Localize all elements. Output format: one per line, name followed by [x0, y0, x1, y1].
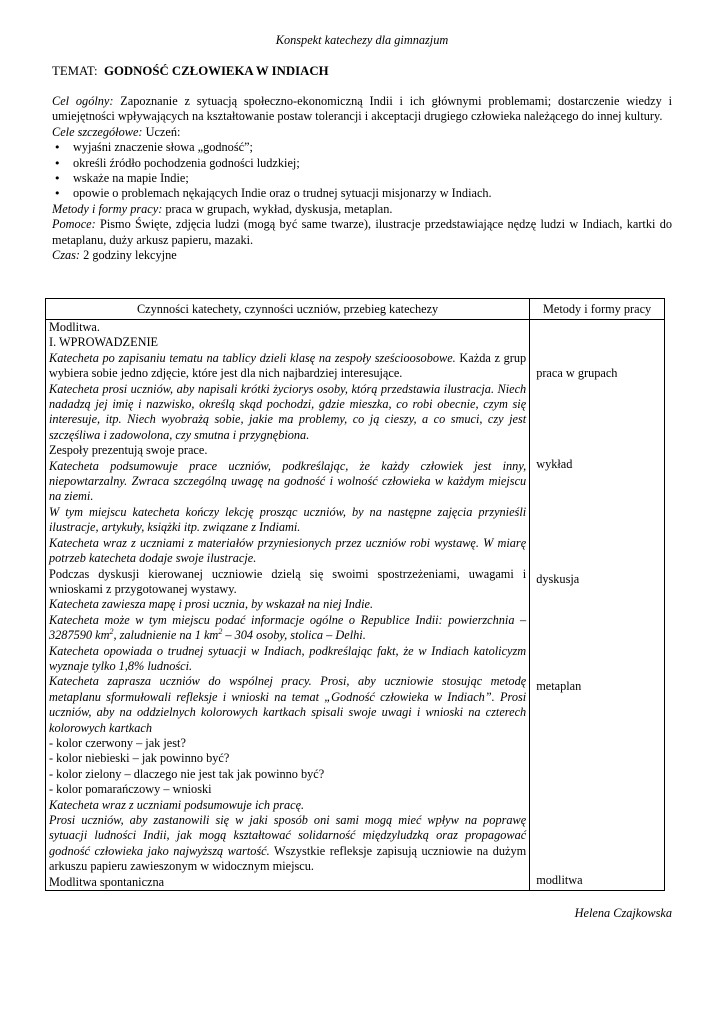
activity-paragraph [49, 798, 526, 813]
method-label: metaplan [536, 679, 582, 693]
activity-text: Katecheta podsumowuje prace uczniów, podkreślając, że każdy człowiek jest inny, niepowtarzalny. Zwraca szczególną uwagę na godność i wolność człowieka w każdym miejscu na ziemi. [49, 458, 527, 504]
activity-text: Katecheta zaprasza uczniów do wspólnej pracy. Prosi, aby uczniowie stosując metodę metaplanu sformułowali refleksje i wnioski na temat „Godność człowieka w Indiach”. Prosi uczniów, aby na oddzielnych kolorowych kartkach spisali swoje uwagi i wnioski na czterech kolorowych kartkach [49, 674, 527, 735]
goal-item: • wskaże na mapie Indie; [52, 171, 672, 186]
general-goal-label: Cel ogólny: [52, 94, 114, 108]
goal-item: • określi źródło pochodzenia godności ludzkiej; [52, 156, 672, 171]
activity-text: - kolor pomarańczowy – wnioski [49, 782, 212, 797]
topic-line [52, 64, 329, 79]
method-label: modlitwa [536, 873, 583, 887]
activity-paragraph [49, 335, 526, 350]
methods-cell [530, 320, 665, 891]
activity-paragraph [49, 736, 526, 751]
lesson-intro [52, 94, 672, 263]
activity-text: I. WPROWADZENIE [49, 335, 159, 350]
superscript: 2 [218, 627, 223, 637]
methods-text: praca w grupach, wykład, dyskusja, metaplan. [165, 201, 393, 216]
aids-label: Pomoce: [52, 217, 96, 232]
activity-paragraph [49, 536, 526, 567]
method-label: dyskusja [536, 572, 580, 586]
activity-text: Katecheta po zapisaniu tematu na tablicy dzieli klasę na zespoły sześcioosobowe. [49, 350, 456, 365]
activity-text: Zespoły prezentują swoje prace. [49, 443, 208, 458]
activity-text: Wszystkie refleksje zapisują uczniowie na dużym arkuszu papieru zawieszonym w widocznym miejscu. [49, 843, 527, 874]
activity-text: - kolor niebieski – jak powinno być? [49, 751, 230, 766]
activity-text: Katecheta opowiada o trudnej sytuacji w Indiach, podkreślając fakt, że w Indiach katolicyzm wyznaje tylko 1,8% ludności. [49, 643, 527, 673]
detailed-goals-subject: Uczeń: [145, 124, 181, 139]
activity-paragraph [49, 813, 526, 875]
goal-item: • opowie o problemach nękających Indie oraz o trudnej sytuacji misjonarzy w Indiach. [52, 186, 672, 201]
activity-paragraph [49, 767, 526, 782]
activity-text: Modlitwa spontaniczna [49, 874, 165, 889]
aids-line [52, 217, 672, 248]
activity-paragraph [49, 644, 526, 675]
activity-paragraph [49, 751, 526, 766]
activity-paragraph [49, 875, 526, 890]
activity-paragraph [49, 567, 526, 598]
area-figures [109, 628, 365, 642]
time-text: 2 godziny lekcyjne [83, 248, 177, 263]
time-label: Czas: [52, 248, 81, 263]
activity-text: – 304 osoby, stolica – Delhi. [222, 628, 366, 643]
page-header: Konspekt katechezy dla gimnazjum [275, 33, 449, 47]
activities-cell [46, 320, 530, 891]
detailed-goals [52, 125, 672, 140]
activity-text: , zaludnienie na 1 km [113, 628, 219, 643]
topic-title: GODNOŚĆ CZŁOWIEKA W INDIACH [103, 64, 329, 78]
aids-text: Pismo Święte, zdjęcia ludzi (mogą być same twarze), ilustracje przedstawiające nędzę ludzi w Indiach, kartki do metaplanu, duży arkusz papieru, mazaki. [52, 217, 672, 247]
activity-text: Prosi uczniów, aby zastanowili się w jaki sposób oni sami mogą mieć wpływ na poprawę sytuacji ludności Indii, jak mogą kształtować solidarność międzyludzką oraz propagować godność człowieka jako najwyższą wartość. [49, 813, 527, 858]
activity-text: Każda z grup wybiera sobie jedno zdjęcie, które jest dla nich najbardziej interesujące. [49, 350, 527, 381]
activity-paragraph [49, 382, 526, 444]
activity-paragraph [49, 320, 526, 335]
activity-text: Podczas dyskusji kierowanej uczniowie dzielą się swoimi spostrzeżeniami, uwagami i wnioskami z przygotowanej wystawy. [49, 566, 527, 596]
methods-line [52, 202, 672, 217]
method-label: wykład [536, 457, 573, 471]
activity-text: Katecheta może w tym miejscu podać informacje ogólne o Republice Indii: powierzchnia – 3287590 km [49, 612, 527, 643]
activity-paragraph [49, 443, 526, 458]
superscript: 2 [109, 627, 114, 637]
time-line [52, 248, 672, 263]
activity-paragraph [49, 597, 526, 612]
general-goal [52, 94, 672, 125]
activity-text: Katecheta wraz z uczniami podsumowuje ich pracę. [49, 797, 305, 812]
activity-paragraph [49, 505, 526, 536]
activity-text: W tym miejscu katecheta kończy lekcję prosząc uczniów, by na następne zajęcia przynieśli ilustracje, artykuły, książki itp. związane z Indiami. [49, 504, 527, 535]
activity-text: - kolor czerwony – jak jest? [49, 735, 186, 750]
activity-paragraph [49, 613, 526, 644]
activity-paragraph [49, 459, 526, 505]
column-header-activities: Czynności katechety, czynności uczniów, przebieg katechezy [46, 299, 530, 320]
author-signature: Helena Czajkowska [574, 906, 672, 920]
column-header-methods: Metody i formy pracy [530, 299, 665, 320]
lesson-table [45, 298, 665, 891]
methods-column [533, 320, 661, 890]
activity-text: Modlitwa. [49, 320, 100, 334]
activity-text: Katecheta wraz z uczniami z materiałów przyniesionych przez uczniów robi wystawę. W miarę potrzeb katecheta dodaje swoje ilustracje. [49, 535, 527, 566]
activity-text: - kolor zielony – dlaczego nie jest tak jak powinno być? [49, 766, 325, 781]
general-goal-text: Zapoznanie z sytuacją społeczno-ekonomiczną Indii i ich głównymi problemami; dostarczenie wiedzy i umiejętności wpływających na kształtowanie postaw tolerancji i akceptacji drugiego człowieka należącego do innej kultury. [52, 94, 673, 124]
activity-paragraph [49, 782, 526, 797]
topic-label: TEMAT: [52, 64, 98, 78]
methods-label: Metody i formy pracy: [52, 201, 163, 216]
method-label: praca w grupach [536, 366, 618, 380]
activity-text: Katecheta zawiesza mapę i prosi ucznia, by wskazał na niej Indie. [49, 597, 374, 612]
activity-paragraph [49, 351, 526, 382]
activity-paragraph [49, 674, 526, 736]
goal-item: • wyjaśni znaczenie słowa „godność”; [52, 140, 672, 155]
detailed-goals-label: Cele szczegółowe: [52, 124, 143, 139]
detailed-goals-list [52, 140, 672, 202]
activity-text: Katecheta prosi uczniów, aby napisali krótki życiorys osoby, którą przedstawia ilustracja. Niech nadadzą jej imię i nazwisko, określą skąd pochodzi, gdzie mieszka, co robi obecnie, czym się interesuje, itp. Niech wyobrażą sobie, jakie ma problemy, co ją cieszy, a co smuci, czy jest szczęśliwa i zadowolona, czy smutna i przygnębiona. [49, 381, 527, 442]
